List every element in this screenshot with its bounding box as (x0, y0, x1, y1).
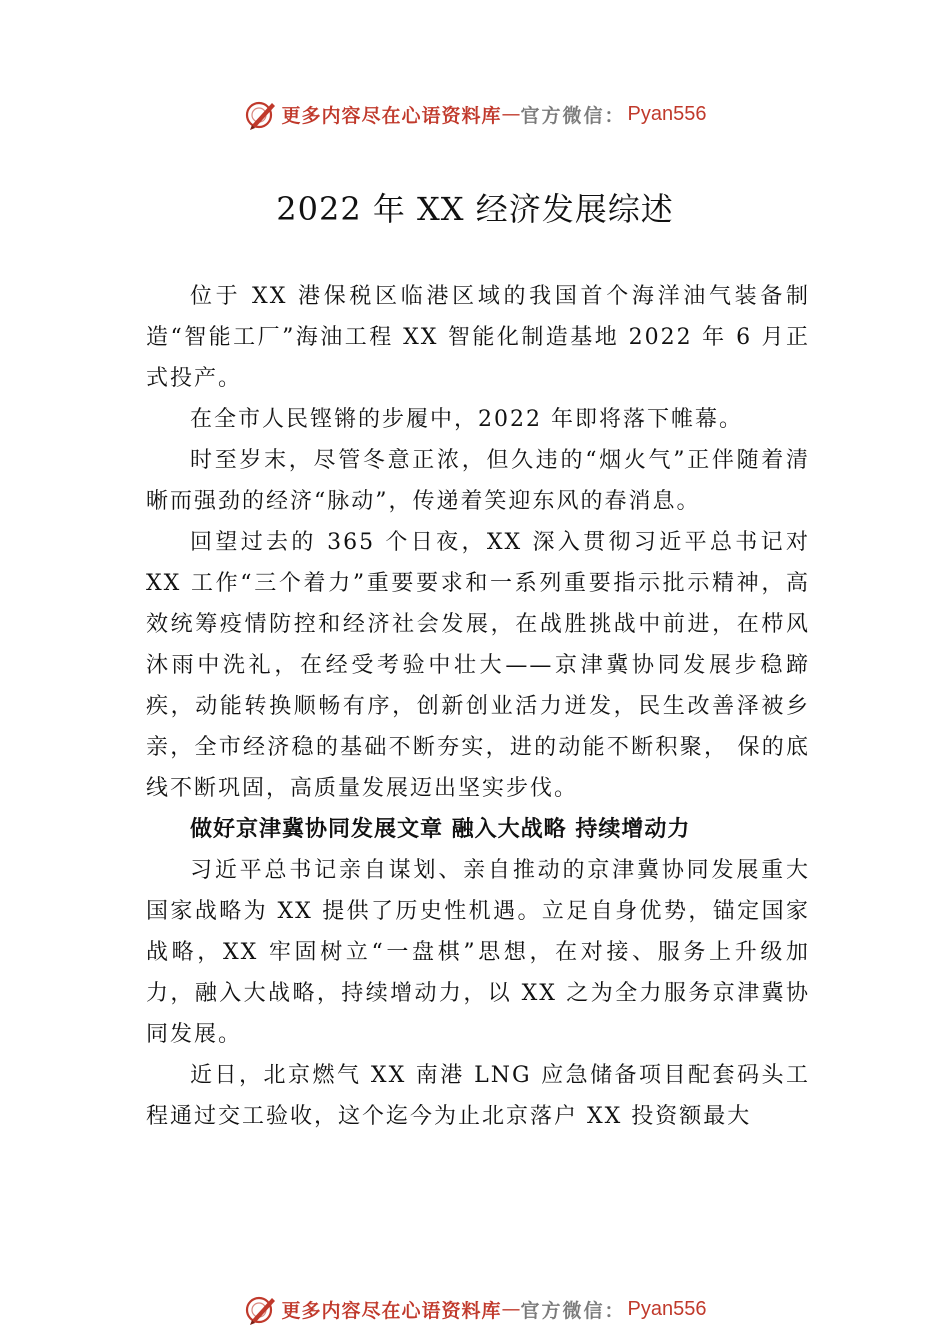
banner-brand-text: 更多内容尽在心语资料库 (281, 104, 502, 127)
banner-wechat-id: Pyan556 (627, 102, 707, 125)
banner-wechat-label: 官方微信： (520, 1299, 626, 1322)
header-banner[interactable] (0, 94, 950, 134)
paragraph: 在全市人民铿锵的步履中，2022 年即将落下帷幕。 (190, 407, 743, 432)
paragraph: 位于 XX 港保税区临港区域的我国首个海洋油气装备制造“智能工厂”海油工程 XX 智能化制造基地 2022 年 6 月正式投产。 (146, 284, 810, 391)
section-heading: 做好京津冀协同发展文章 融入大战略 持续增动力 (190, 817, 691, 842)
paragraph: 习近平总书记亲自谋划、亲自推动的京津冀协同发展重大国家战略为 XX 提供了历史性机遇。立足自身优势，锚定国家战略，XX 牢固树立“一盘棋”思想，在对接、服务上升级加力，融入大战略，持续增动力，以 XX 之为全力服务京津冀协同发展。 (146, 858, 810, 1047)
pen-logo-icon (244, 1292, 278, 1326)
banner-dash: — (501, 1298, 521, 1320)
banner-dash: — (501, 103, 521, 125)
banner-wechat-label: 官方微信： (520, 104, 626, 127)
paragraph: 回望过去的 365 个日夜，XX 深入贯彻习近平总书记对 XX 工作“三个着力”重要要求和一系列重要指示批示精神，高效统筹疫情防控和经济社会发展，在战胜挑战中前进，在栉风沐雨中洗礼，在经受考验中壮大——京津冀协同发展步稳蹄疾，动能转换顺畅有序，创新创业活力迸发，民生改善泽被乡亲，全市经济稳的基础不断夯实，进的动能不断积聚， 保的底线不断巩固，高质量发展迈出坚实步伐。 (146, 530, 810, 801)
pen-logo-icon (244, 97, 278, 131)
document-title: 2022 年 XX 经济发展综述 (276, 190, 674, 228)
paragraph: 时至岁末，尽管冬意正浓，但久违的“烟火气”正伴随着清晰而强劲的经济“脉动”，传递着笑迎东风的春消息。 (146, 448, 810, 514)
document-body (146, 276, 810, 1137)
banner-wechat-id: Pyan556 (627, 1297, 707, 1320)
paragraph: 近日，北京燃气 XX 南港 LNG 应急储备项目配套码头工程通过交工验收，这个迄今为止北京落户 XX 投资额最大 (146, 1063, 810, 1129)
footer-banner[interactable] (0, 1289, 950, 1329)
banner-brand-text: 更多内容尽在心语资料库 (281, 1299, 502, 1322)
